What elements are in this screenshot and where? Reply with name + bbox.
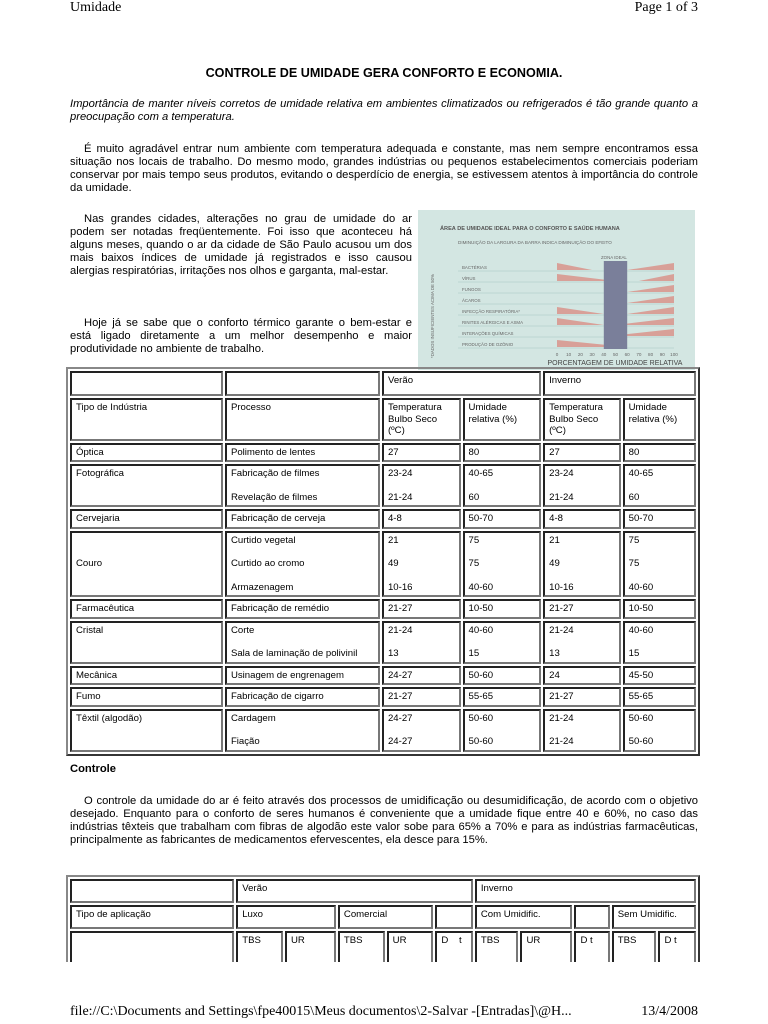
controle-heading: Controle <box>70 763 116 775</box>
table-row <box>70 666 696 686</box>
value-text: 50-60 <box>468 669 494 681</box>
category-label: PRODUÇÃO DE OZÔNIO <box>462 342 514 347</box>
header-comercial: Comercial <box>338 905 434 929</box>
table-row <box>70 443 696 463</box>
value-text: 21-27 <box>387 603 413 614</box>
value-text: 10-16 <box>549 581 574 593</box>
header-cell: Umidade relativa (%) <box>623 398 696 441</box>
process-text: Revelação de filmes <box>230 491 318 503</box>
value-text: 21-24 <box>387 491 413 503</box>
value-cell <box>623 509 696 529</box>
process-cell <box>225 464 380 507</box>
value-text: 55-65 <box>468 691 494 702</box>
value-text: 4-8 <box>387 513 402 524</box>
process-text: Curtido ao cromo <box>230 558 305 569</box>
table-row <box>70 621 696 664</box>
process-cell <box>225 621 380 664</box>
group-inverno: Inverno <box>543 371 696 396</box>
process-text: Fabricação de filmes <box>230 468 320 479</box>
value-text: 4-8 <box>549 513 563 524</box>
value-cell <box>543 464 621 507</box>
chart-title: ÁREA DE UMIDADE IDEAL PARA O CONFORTO E SAÚDE HUMANA <box>440 226 620 232</box>
process-cell <box>225 509 380 529</box>
value-cell <box>382 621 461 664</box>
blank-cell <box>574 905 609 929</box>
value-text: 21-27 <box>387 691 413 702</box>
header-com-umidific: Com Umidific. <box>475 905 573 929</box>
table-row <box>70 531 696 598</box>
industry-cell: Cervejaria <box>70 509 223 529</box>
industry-humidity-table <box>66 367 700 756</box>
page-number: Page 1 of 3 <box>634 0 698 15</box>
value-text: 21-24 <box>549 491 574 503</box>
footer-date: 13/4/2008 <box>641 1004 698 1019</box>
side-note: *DADOS INSUFICIENTES ACIMA DE 50% <box>430 274 435 358</box>
group-cell <box>225 371 380 396</box>
value-text: 40-60 <box>468 581 494 593</box>
process-text: Curtido vegetal <box>230 534 296 546</box>
value-cell <box>382 531 461 598</box>
process-cell <box>225 443 380 463</box>
industry-cell: Óptica <box>70 443 223 463</box>
value-cell <box>623 464 696 507</box>
table-row <box>70 599 696 619</box>
value-text: 27 <box>387 446 399 458</box>
category-label: RINITES ALÉRGICAS E ASMA <box>462 320 523 325</box>
sub-cell: D t <box>435 931 472 971</box>
value-text: 24-27 <box>387 736 413 747</box>
table-row <box>70 464 696 507</box>
industry-cell: Farmacêutica <box>70 599 223 619</box>
x-axis-label: PORCENTAGEM DE UMIDADE RELATIVA <box>547 360 683 367</box>
value-cell <box>382 464 461 507</box>
value-cell <box>382 666 461 686</box>
value-cell <box>382 599 461 619</box>
value-cell <box>623 666 696 686</box>
value-cell <box>623 687 696 707</box>
value-text: 40-65 <box>468 468 494 479</box>
sub-cell: TBS <box>236 931 283 971</box>
value-cell <box>543 709 621 752</box>
value-text: 50-70 <box>628 513 654 524</box>
value-text: 40-60 <box>468 624 494 636</box>
x-tick-label: 20 <box>577 352 583 357</box>
humidity-chart-figure <box>418 210 695 370</box>
value-cell <box>463 599 542 619</box>
table-row <box>70 687 696 707</box>
process-text: Armazenagem <box>230 581 294 593</box>
industry-cell: Fotográfica <box>70 464 223 507</box>
process-text: Polimento de lentes <box>230 446 316 458</box>
header-luxo: Luxo <box>236 905 336 929</box>
paragraph-1: É muito agradável entrar num ambiente com temperatura adequada e constante, mas nem sempre encontramos essa situação nos locais de trabalho. Do mesmo modo, grandes indústrias ou pequenos estabelecimentos comerciais poderiam conservar por mais tempo seus produtos, evitando o desperdício de energia, se estivessem atentos à importância do controle da umidade. <box>70 143 698 194</box>
industry-cell: Cristal <box>70 621 223 664</box>
value-text: 21 <box>387 534 399 546</box>
value-text: 15 <box>628 648 640 659</box>
value-text: 15 <box>468 648 480 659</box>
sub-cell: TBS <box>338 931 385 971</box>
value-cell <box>463 443 542 463</box>
table-row <box>70 509 696 529</box>
group-verao: Verão <box>236 879 473 903</box>
category-label: FUNGOS <box>462 287 481 292</box>
value-text: 21-27 <box>549 691 574 702</box>
sub-cell: TBS <box>475 931 519 971</box>
x-tick-label: 70 <box>636 352 642 357</box>
value-text: 21-24 <box>549 712 574 724</box>
process-cell <box>225 531 380 598</box>
paragraph-3: Hoje já se sabe que o conforto térmico garante o bem-estar e está ligado diretamente a um melhor desempenho e maior produtividade no ambiente de trabalho. <box>70 317 412 355</box>
high-effect-bar <box>639 274 674 281</box>
value-cell <box>382 509 461 529</box>
blank-cell <box>70 879 234 903</box>
value-text: 60 <box>628 491 640 503</box>
value-cell <box>463 531 542 598</box>
value-text: 10-16 <box>387 581 413 593</box>
value-cell <box>463 509 542 529</box>
value-cell <box>623 709 696 752</box>
value-text: 24-27 <box>387 669 413 681</box>
value-cell <box>543 687 621 707</box>
sub-cell: D t <box>658 931 696 971</box>
category-label: ÁCAROS <box>462 298 481 303</box>
value-cell <box>463 709 542 752</box>
value-cell <box>463 464 542 507</box>
table-header-row <box>70 905 696 929</box>
paragraph-2: Nas grandes cidades, alterações no grau de umidade do ar podem ser notadas freqüentemente. Foi isso que aconteceu há alguns meses, quando o ar da cidade de São Paulo acusou um dos mais baixos índices de umidade já registrados e isso causou alergias respiratórias, irritações nos olhos e garganta, mal-estar. <box>70 213 412 277</box>
process-text: Fiação <box>230 736 260 747</box>
value-text: 24 <box>549 669 560 681</box>
high-effect-bar <box>627 285 674 292</box>
value-cell <box>623 443 696 463</box>
value-cell <box>543 666 621 686</box>
value-cell <box>543 443 621 463</box>
zone-label: ZONA IDEAL <box>601 255 627 260</box>
value-text: 13 <box>549 648 560 659</box>
process-text: Usinagem de engrenagem <box>230 669 345 681</box>
high-effect-bar <box>627 296 674 303</box>
value-cell <box>463 621 542 664</box>
table-group-row <box>70 371 696 396</box>
category-label: BACTÉRIAS <box>462 265 487 270</box>
process-text: Fabricação de cerveja <box>230 513 326 524</box>
value-text: 75 <box>628 558 640 569</box>
process-text: Corte <box>230 624 255 636</box>
process-cell <box>225 666 380 686</box>
value-cell <box>543 531 621 598</box>
value-cell <box>543 599 621 619</box>
value-text: 49 <box>387 558 399 569</box>
lead-paragraph: Importância de manter níveis corretos de umidade relativa em ambientes climatizados ou refrigerados é tão grande quanto a preocupação com a temperatura. <box>70 98 698 123</box>
value-text: 40-60 <box>628 581 654 593</box>
value-cell <box>623 599 696 619</box>
header-cell: Umidade relativa (%) <box>463 398 542 441</box>
x-tick-label: 100 <box>670 352 678 357</box>
header-cell: Tipo de aplicação <box>70 905 234 929</box>
category-label: VÍRUS <box>462 276 476 281</box>
value-cell <box>543 621 621 664</box>
value-text: 75 <box>468 534 480 546</box>
process-text: Cardagem <box>230 712 276 724</box>
header-cell: Tipo de Indústria <box>70 398 223 441</box>
x-tick-label: 40 <box>601 352 607 357</box>
industry-cell: Fumo <box>70 687 223 707</box>
value-text: 60 <box>468 491 480 503</box>
humidity-chart <box>418 210 695 370</box>
value-text: 40-60 <box>628 624 654 636</box>
process-text: Fabricação de remédio <box>230 603 330 614</box>
footer-path: file://C:\Documents and Settings\fpe40015\Meus documentos\2-Salvar -[Entradas]\@H... <box>70 1004 572 1019</box>
value-cell <box>382 443 461 463</box>
process-text: Sala de laminação de polivinil <box>230 648 358 659</box>
sub-cell: D t <box>574 931 609 971</box>
value-text: 50-60 <box>468 736 494 747</box>
low-effect-bar <box>557 307 604 314</box>
value-text: 50-60 <box>468 712 494 724</box>
high-effect-bar <box>627 307 674 314</box>
value-cell <box>543 509 621 529</box>
sub-cell: UR <box>387 931 434 971</box>
value-cell <box>463 666 542 686</box>
low-effect-bar <box>557 318 604 325</box>
sub-cell: UR <box>520 931 572 971</box>
value-text: 23-24 <box>549 468 574 479</box>
x-tick-label: 80 <box>648 352 654 357</box>
x-tick-label: 30 <box>589 352 595 357</box>
value-text: 80 <box>628 446 640 458</box>
process-cell <box>225 599 380 619</box>
application-table <box>66 875 700 975</box>
page-cut <box>0 962 768 992</box>
value-text: 21-24 <box>549 624 574 636</box>
ideal-zone <box>604 261 627 349</box>
value-cell <box>382 709 461 752</box>
paragraph-4: O controle da umidade do ar é feito através dos processos de umidificação ou desumidificação, de acordo com o objetivo desejado. Enquanto para o conforto de seres humanos é conveniente que a umidade fique entre 40 e 60%, no caso das indústrias têxteis que trabalham com fibras de algodão este valor sobe para 65% a 70% e para as indústrias farmacêuticas, principalmente as fabricantes de medicamentos efervescentes, ela desce para 15%. <box>70 795 698 846</box>
value-text: 75 <box>628 534 640 546</box>
process-cell <box>225 687 380 707</box>
table-header-row <box>70 398 696 441</box>
value-text: 50-60 <box>628 712 654 724</box>
header-cell: Temperatura Bulbo Seco (ºC) <box>382 398 461 441</box>
x-tick-label: 90 <box>659 352 665 357</box>
value-text: 27 <box>549 446 560 458</box>
process-text: Fabricação de cigarro <box>230 691 324 702</box>
header-cell: Processo <box>225 398 380 441</box>
x-tick-label: 50 <box>612 352 619 357</box>
value-text: 40-65 <box>628 468 654 479</box>
category-label: INFECÇÃO RESPIRATÓRIA* <box>462 309 520 314</box>
table-row <box>70 709 696 752</box>
blank-cell <box>435 905 472 929</box>
x-tick-label: 60 <box>624 352 630 357</box>
process-cell <box>225 709 380 752</box>
value-text: 50-70 <box>468 513 494 524</box>
value-text: 10-50 <box>628 603 654 614</box>
value-text: 45-50 <box>628 669 654 681</box>
high-effect-bar <box>627 263 674 270</box>
header-sem-umidific: Sem Umidific. <box>612 905 696 929</box>
group-verao: Verão <box>382 371 541 396</box>
value-cell <box>463 687 542 707</box>
industry-cell: Têxtil (algodão) <box>70 709 223 752</box>
value-text: 24-27 <box>387 712 413 724</box>
value-text: 23-24 <box>387 468 413 479</box>
group-cell <box>70 371 223 396</box>
sub-cell: TBS <box>612 931 657 971</box>
value-text: 80 <box>468 446 480 458</box>
page-header-title: Umidade <box>70 0 122 15</box>
table-group-row <box>70 879 696 903</box>
value-text: 13 <box>387 648 399 659</box>
value-text: 55-65 <box>628 691 654 702</box>
category-label: INTERAÇÕES QUÍMICAS <box>462 331 514 336</box>
value-text: 10-50 <box>468 603 494 614</box>
industry-cell: Couro <box>70 531 223 598</box>
value-cell <box>382 687 461 707</box>
sub-cell: UR <box>285 931 336 971</box>
low-effect-bar <box>557 263 592 270</box>
x-tick-label: 0 <box>555 352 559 357</box>
header-cell: Temperatura Bulbo Seco (ºC) <box>543 398 621 441</box>
value-text: 75 <box>468 558 480 569</box>
value-text: 21 <box>549 534 560 546</box>
value-cell <box>623 621 696 664</box>
document-title: CONTROLE DE UMIDADE GERA CONFORTO E ECONOMIA. <box>205 66 563 80</box>
value-text: 21-24 <box>549 736 574 747</box>
chart-subtitle: DIMINUIÇÃO DA LARGURA DA BARRA INDICA DIMINUIÇÃO DO EFEITO <box>458 240 612 245</box>
value-text: 21-27 <box>549 603 574 614</box>
industry-cell: Mecânica <box>70 666 223 686</box>
value-text: 50-60 <box>628 736 654 747</box>
group-inverno: Inverno <box>475 879 696 903</box>
value-text: 49 <box>549 558 560 569</box>
value-text: 21-24 <box>387 624 413 636</box>
x-tick-label: 10 <box>566 352 572 357</box>
value-cell <box>623 531 696 598</box>
